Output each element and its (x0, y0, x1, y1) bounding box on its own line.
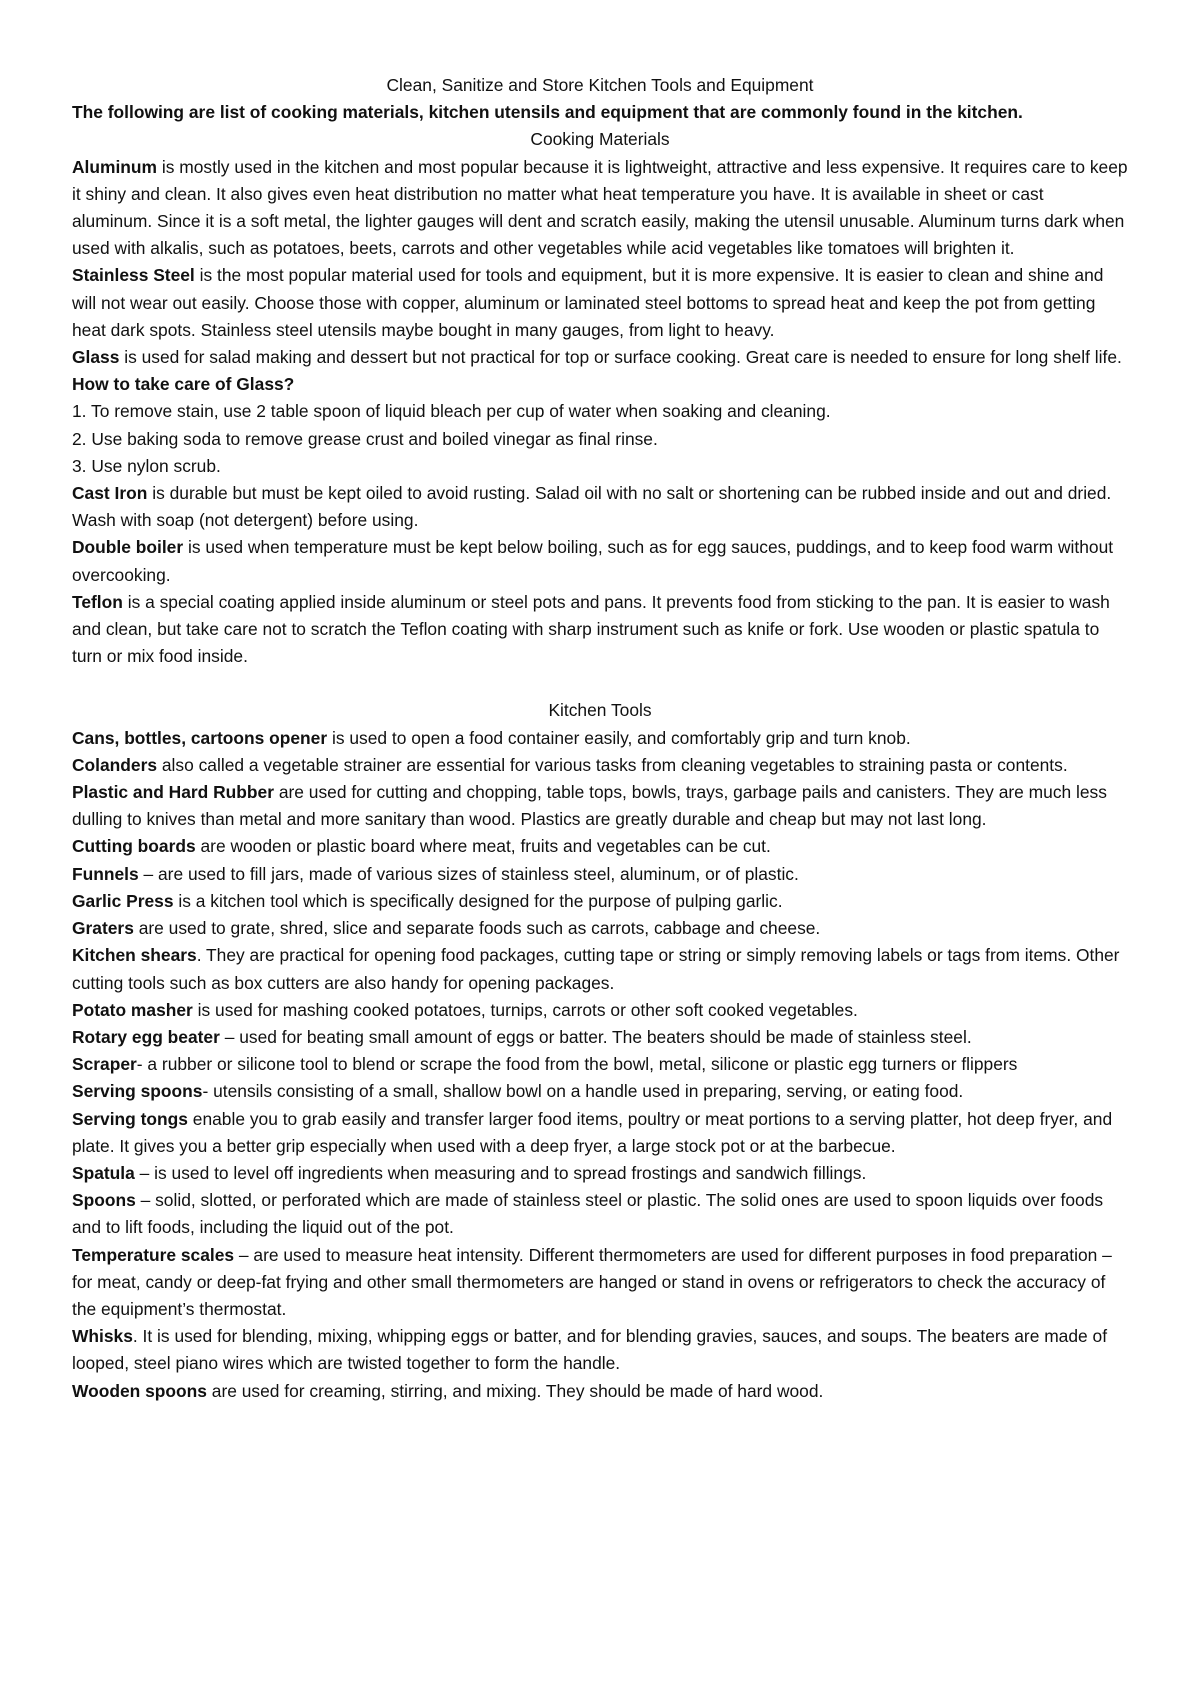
term: Scraper (72, 1054, 137, 1075)
definition: . They are practical for opening food packages, cutting tape or string or simply removing labels or tags from items. Other cutting tools such as box cutters are also handy for opening packages. (72, 945, 1120, 993)
term: Serving tongs (72, 1108, 188, 1129)
definition: are wooden or plastic board where meat, fruits and vegetables can be cut. (195, 836, 771, 857)
term: Rotary egg beater (72, 1026, 220, 1047)
term: Spatula (72, 1162, 135, 1183)
tool-paragraph (72, 942, 1128, 996)
definition: is durable but must be kept oiled to avoid rusting. Salad oil with no salt or shortening can be rubbed inside and out and dried. Wash with soap (not detergent) before using. (72, 483, 1112, 531)
term: Temperature scales (72, 1244, 235, 1265)
tool-paragraph (72, 1187, 1128, 1241)
paragraph-stainless-steel (72, 262, 1128, 344)
tool-paragraph (72, 779, 1128, 833)
tool-paragraph (72, 1106, 1128, 1160)
paragraph-cast-iron (72, 480, 1128, 534)
term: Colanders (72, 754, 158, 775)
definition: – is used to level off ingredients when measuring and to spread frostings and sandwich fillings. (134, 1162, 867, 1183)
definition: enable you to grab easily and transfer larger food items, poultry or meat portions to a serving platter, hot deep fryer, and plate. It gives you a better grip especially when used with a deep fryer, a large stock pot or at the barbecue. (72, 1108, 1113, 1156)
term: Potato masher (72, 999, 193, 1020)
definition: is the most popular material used for tools and equipment, but it is more expensive. It is easier to clean and shine and will not wear out easily. Choose those with copper, aluminum or laminated steel bottoms to spread heat and keep the pot from getting heat dark spots. Stainless steel utensils maybe bought in many gauges, from light to heavy. (72, 265, 1104, 340)
tool-paragraph (72, 1242, 1128, 1324)
definition: is used for salad making and dessert but not practical for top or surface cooking. Great care is needed to ensure for long shelf life. (119, 347, 1122, 368)
term: Cutting boards (72, 836, 196, 857)
tool-paragraph (72, 1160, 1128, 1187)
section-spacer (72, 670, 1128, 697)
definition: – solid, slotted, or perforated which are made of stainless steel or plastic. The solid ones are used to spoon liquids over foods and to lift foods, including the liquid out of the pot. (72, 1190, 1104, 1238)
term: Cans, bottles, cartoons opener (72, 727, 328, 748)
tool-paragraph (72, 1051, 1128, 1078)
glass-care-item: 1. To remove stain, use 2 table spoon of liquid bleach per cup of water when soaking and cleaning. (72, 401, 831, 422)
term: Teflon (72, 591, 123, 612)
term: Whisks (72, 1326, 133, 1347)
definition: is a special coating applied inside aluminum or steel pots and pans. It prevents food from sticking to the pan. It is easier to wash and clean, but take care not to scratch the Teflon coating with sharp instrument such as knife or fork. Use wooden or plastic spatula to turn or mix food inside. (72, 591, 1110, 667)
paragraph-teflon (72, 589, 1128, 671)
term: Double boiler (72, 537, 184, 558)
term: Plastic and Hard Rubber (72, 782, 274, 803)
definition: – used for beating small amount of eggs or batter. The beaters should be made of stainless steel. (219, 1026, 972, 1047)
definition: is used when temperature must be kept below boiling, such as for egg sauces, puddings, and to keep food warm without overcooking. (72, 537, 1114, 585)
tool-paragraph (72, 915, 1128, 942)
tool-paragraph (72, 725, 1128, 752)
paragraph-aluminum (72, 154, 1128, 263)
kitchen-tools-list (72, 725, 1128, 1405)
definition: is used for mashing cooked potatoes, turnips, carrots or other soft cooked vegetables. (192, 999, 858, 1020)
paragraph-glass (72, 344, 1128, 371)
term: Stainless Steel (72, 265, 195, 286)
tool-paragraph (72, 833, 1128, 860)
tool-paragraph (72, 1078, 1128, 1105)
term: Aluminum (72, 156, 158, 177)
term: Spoons (72, 1190, 136, 1211)
glass-care-item: 2. Use baking soda to remove grease crust and boiled vinegar as final rinse. (72, 428, 658, 449)
section-heading-cooking-materials: Cooking Materials (530, 129, 670, 150)
definition: – are used to measure heat intensity. Different thermometers are used for different purposes in food preparation – for meat, candy or deep-fat frying and other small thermometers are hanged or stand in ovens or refrigerators to check the accuracy of the equipment’s thermostat. (72, 1244, 1112, 1319)
term: Wooden spoons (72, 1380, 207, 1401)
term: Graters (72, 918, 134, 939)
definition: – are used to fill jars, made of various sizes of stainless steel, aluminum, or of plastic. (138, 863, 799, 884)
definition: is a kitchen tool which is specifically designed for the purpose of pulping garlic. (173, 890, 783, 911)
term: Funnels (72, 863, 139, 884)
intro-paragraph: The following are list of cooking materials, kitchen utensils and equipment that are commonly found in the kitchen. (72, 102, 1023, 123)
definition: are used to grate, shred, slice and separate foods such as carrots, cabbage and cheese. (133, 918, 821, 939)
term: Serving spoons (72, 1081, 203, 1102)
definition: - a rubber or silicone tool to blend or scrape the food from the bowl, metal, silicone or plastic egg turners or flippers (136, 1054, 1018, 1075)
tool-paragraph (72, 997, 1128, 1024)
definition: are used for creaming, stirring, and mixing. They should be made of hard wood. (206, 1380, 824, 1401)
term: Glass (72, 347, 120, 368)
definition: - utensils consisting of a small, shallow bowl on a handle used in preparing, serving, or eating food. (202, 1081, 964, 1102)
definition: . It is used for blending, mixing, whipping eggs or batter, and for blending gravies, sauces, and soups. The beaters are made of looped, steel piano wires which are twisted together to form the handle. (72, 1326, 1108, 1374)
tool-paragraph (72, 1024, 1128, 1051)
paragraph-double-boiler (72, 534, 1128, 588)
glass-care-heading: How to take care of Glass? (72, 374, 295, 395)
tool-paragraph (72, 861, 1128, 888)
term: Cast Iron (72, 483, 148, 504)
tool-paragraph (72, 1323, 1128, 1377)
definition: also called a vegetable strainer are essential for various tasks from cleaning vegetables to straining pasta or contents. (157, 754, 1068, 775)
term: Kitchen shears (72, 945, 197, 966)
section-heading-kitchen-tools: Kitchen Tools (548, 700, 652, 721)
document-title: Clean, Sanitize and Store Kitchen Tools and Equipment (386, 75, 814, 95)
tool-paragraph (72, 752, 1128, 779)
tool-paragraph (72, 1378, 1128, 1405)
definition: is mostly used in the kitchen and most popular because it is lightweight, attractive and less expensive. It requires care to keep it shiny and clean. It also gives even heat distribution no matter what heat temperature you have. It is available in sheet or cast aluminum. Since it is a soft metal, the lighter gauges will dent and scratch easily, making the utensil unusable. Aluminum turns dark when used with alkalis, such as potatoes, beets, carrots and other vegetables while acid vegetables like tomatoes will brighten it. (72, 156, 1128, 259)
glass-care-item: 3. Use nylon scrub. (72, 455, 221, 476)
definition: is used to open a food container easily, and comfortably grip and turn knob. (327, 727, 911, 748)
definition: are used for cutting and chopping, table tops, bowls, trays, garbage pails and canisters. They are much less dulling to knives than metal and more sanitary than wood. Plastics are greatly durable and cheap but may not last long. (72, 782, 1107, 830)
tool-paragraph (72, 888, 1128, 915)
term: Garlic Press (72, 890, 174, 911)
